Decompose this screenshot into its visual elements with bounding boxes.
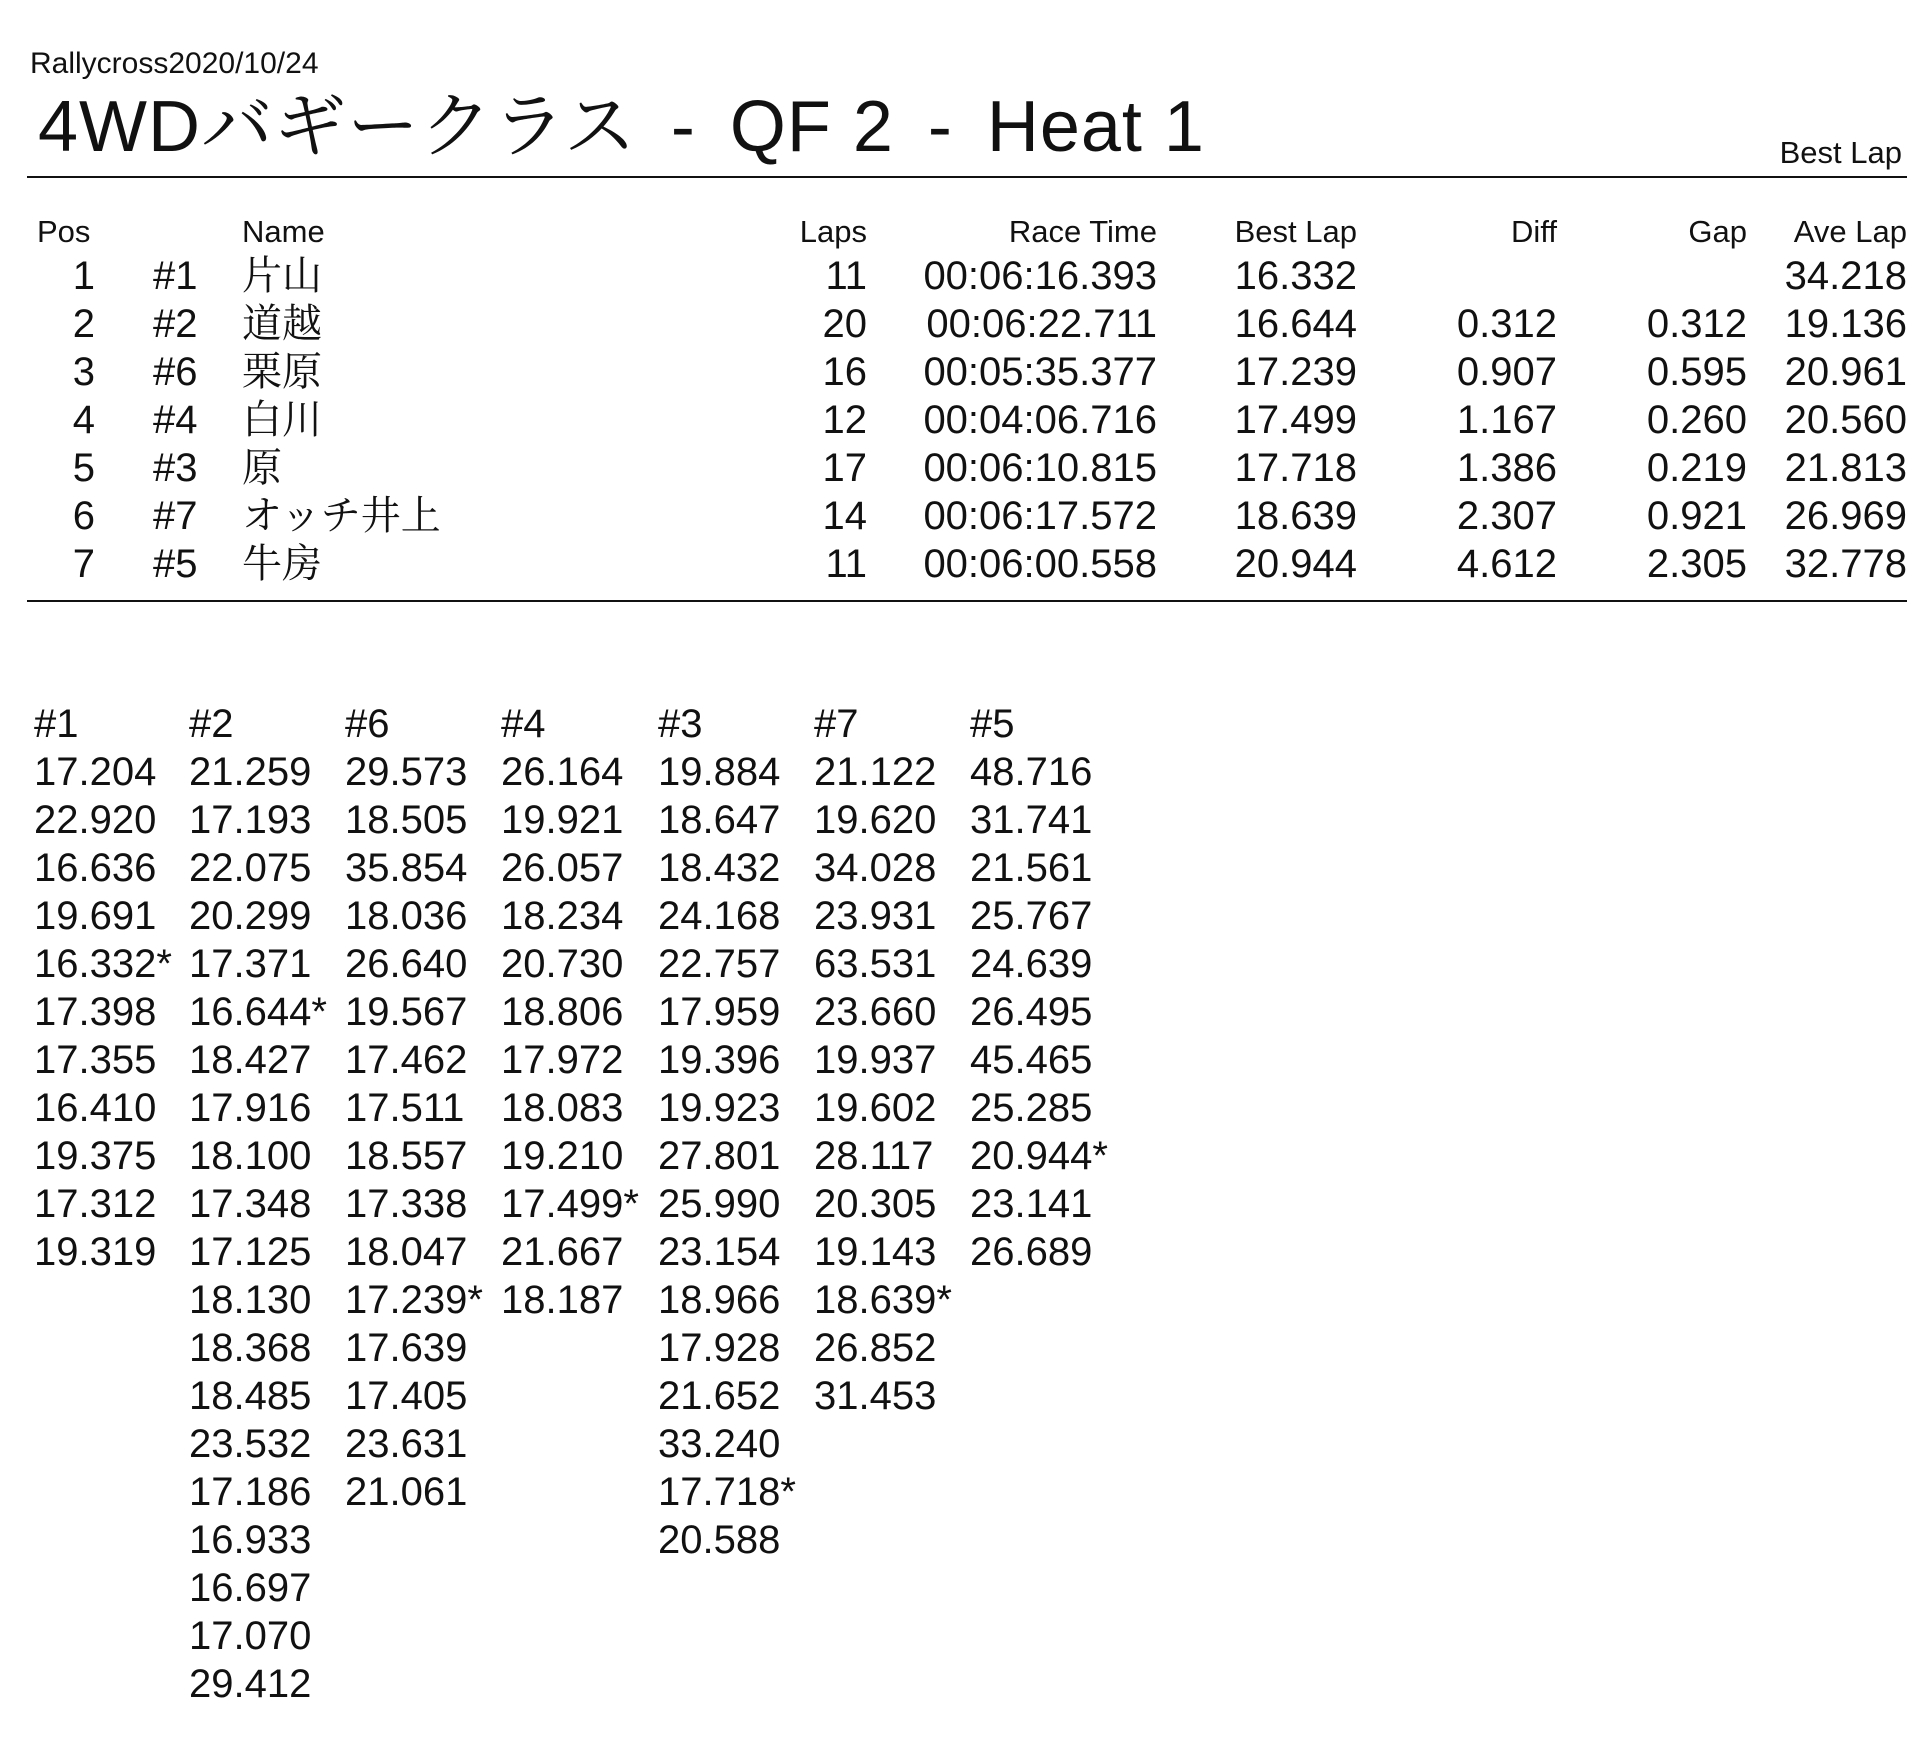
lap-time: 22.757: [658, 942, 781, 986]
lap-time: 22.075: [189, 846, 312, 890]
lap-time: 18.485: [189, 1374, 312, 1418]
driver-name: 原: [242, 446, 282, 490]
best-lap: 16.332: [1234, 254, 1357, 298]
lap-time: 23.931: [814, 894, 937, 938]
page-title: [38, 84, 1205, 170]
lap-time: 34.028: [814, 846, 937, 890]
ave-lap: 26.969: [1784, 494, 1907, 538]
lap-time: 24.639: [970, 942, 1093, 986]
event-name: Rallycross2020/10/24: [30, 47, 319, 80]
lap-time: 17.204: [34, 750, 157, 794]
diff: 1.386: [1456, 446, 1557, 490]
lap-time: 18.639*: [814, 1278, 952, 1322]
race-time: 00:06:00.558: [923, 542, 1157, 586]
car-number: #4: [153, 398, 198, 442]
gap-column-header: Gap: [1688, 214, 1747, 249]
car-number: #1: [153, 254, 198, 298]
driver-name: 白川: [242, 398, 322, 442]
lap-time: 17.239*: [345, 1278, 483, 1322]
lap-time: 17.972: [501, 1038, 624, 1082]
lap-time: 19.937: [814, 1038, 937, 1082]
gap: 0.595: [1646, 350, 1747, 394]
lap-time: 21.561: [970, 846, 1093, 890]
lap-time: 18.966: [658, 1278, 781, 1322]
position: 2: [72, 302, 95, 346]
lap-count: 12: [822, 398, 867, 442]
driver-name: オッチ井上: [242, 494, 441, 538]
lap-column: [189, 700, 369, 1708]
lap-time: 17.928: [658, 1326, 781, 1370]
lap-time: 17.718*: [658, 1470, 796, 1514]
diff: 4.612: [1456, 542, 1557, 586]
position: 4: [72, 398, 95, 442]
bottom-divider: [27, 600, 1907, 602]
lap-time: 20.944*: [970, 1134, 1108, 1178]
lap-count: 11: [825, 542, 867, 586]
lap-time: 17.193: [189, 798, 312, 842]
class-name: 4WDバギークラス: [38, 87, 637, 167]
race-time: 00:05:35.377: [923, 350, 1157, 394]
lap-time: 18.036: [345, 894, 468, 938]
driver-name: 栗原: [242, 350, 322, 394]
lap-column: [501, 700, 681, 1324]
title-separator: -: [670, 87, 696, 167]
table-row: [27, 492, 1907, 540]
lap-time: 18.368: [189, 1326, 312, 1370]
lap-time: 17.125: [189, 1230, 312, 1274]
lap-time: 23.141: [970, 1182, 1093, 1226]
lap-column-header: #2: [189, 702, 234, 746]
title-separator: -: [927, 87, 953, 167]
lap-column-header: #6: [345, 702, 390, 746]
table-row: [27, 444, 1907, 492]
gap: 0.312: [1646, 302, 1747, 346]
heat-name: Heat 1: [986, 87, 1205, 167]
lap-time: 23.631: [345, 1422, 468, 1466]
lap-time: 17.511: [345, 1086, 465, 1130]
diff: 2.307: [1456, 494, 1557, 538]
table-row: [27, 396, 1907, 444]
table-row: [27, 252, 1907, 300]
lap-column: [970, 700, 1150, 1276]
sort-label: Best Lap: [1779, 135, 1902, 170]
lap-column: [345, 700, 525, 1516]
lap-time: 26.164: [501, 750, 624, 794]
lap-count: 11: [825, 254, 867, 298]
car-number: #6: [153, 350, 198, 394]
lap-time: 17.070: [189, 1614, 312, 1658]
ave-lap: 32.778: [1784, 542, 1907, 586]
race-time: 00:06:22.711: [926, 302, 1157, 346]
lap-time: 25.285: [970, 1086, 1093, 1130]
lap-time: 16.644*: [189, 990, 327, 1034]
lap-time: 27.801: [658, 1134, 781, 1178]
lap-column: [814, 700, 994, 1420]
best-lap: 20.944: [1234, 542, 1357, 586]
lap-count: 16: [822, 350, 867, 394]
table-row: [27, 300, 1907, 348]
lap-time: 35.854: [345, 846, 468, 890]
lap-count: 20: [822, 302, 867, 346]
lap-time: 18.432: [658, 846, 781, 890]
top-divider: [27, 176, 1907, 178]
lap-time: 26.057: [501, 846, 624, 890]
results-body: [27, 252, 1907, 588]
lap-time: 19.143: [814, 1230, 937, 1274]
position: 3: [72, 350, 95, 394]
lap-time: 18.647: [658, 798, 781, 842]
lap-time: 16.332*: [34, 942, 172, 986]
lap-time: 17.338: [345, 1182, 468, 1226]
lap-time: 16.636: [34, 846, 157, 890]
lap-time: 21.122: [814, 750, 937, 794]
best-lap-column-header: Best Lap: [1234, 214, 1357, 249]
lap-time: 26.495: [970, 990, 1093, 1034]
lap-column-header: #1: [34, 702, 79, 746]
diff: 0.312: [1456, 302, 1557, 346]
car-number: #5: [153, 542, 198, 586]
lap-time: 21.667: [501, 1230, 624, 1274]
lap-time: 18.505: [345, 798, 468, 842]
position: 6: [72, 494, 95, 538]
lap-time: 26.689: [970, 1230, 1093, 1274]
lap-column-header: #3: [658, 702, 703, 746]
lap-time: 18.047: [345, 1230, 468, 1274]
lap-column-header: #7: [814, 702, 859, 746]
diff-column-header: Diff: [1511, 214, 1557, 249]
round-name: QF 2: [729, 87, 894, 167]
pos-column-header: Pos: [37, 214, 91, 249]
position: 1: [72, 254, 95, 298]
lap-time: 33.240: [658, 1422, 781, 1466]
best-lap: 17.499: [1234, 398, 1357, 442]
lap-time: 19.319: [34, 1230, 157, 1274]
table-row: [27, 348, 1907, 396]
race-time: 00:06:10.815: [923, 446, 1157, 490]
lap-time: 18.427: [189, 1038, 312, 1082]
position: 7: [72, 542, 95, 586]
lap-time: 17.959: [658, 990, 781, 1034]
lap-time: 19.375: [34, 1134, 157, 1178]
lap-time: 19.884: [658, 750, 781, 794]
car-number: #7: [153, 494, 198, 538]
lap-time: 19.567: [345, 990, 468, 1034]
lap-time: 18.187: [501, 1278, 624, 1322]
car-number: #3: [153, 446, 198, 490]
lap-time: 17.312: [34, 1182, 157, 1226]
lap-time: 45.465: [970, 1038, 1093, 1082]
lap-time: 17.499*: [501, 1182, 639, 1226]
race-time: 00:06:17.572: [923, 494, 1157, 538]
lap-times-section: [34, 700, 1334, 1720]
lap-time: 16.410: [34, 1086, 157, 1130]
lap-time: 18.083: [501, 1086, 624, 1130]
ave-lap: 19.136: [1784, 302, 1907, 346]
race-time: 00:04:06.716: [923, 398, 1157, 442]
lap-time: 26.852: [814, 1326, 937, 1370]
lap-time: 16.933: [189, 1518, 312, 1562]
driver-name: 道越: [242, 302, 322, 346]
lap-time: 29.573: [345, 750, 468, 794]
lap-time: 17.371: [189, 942, 312, 986]
lap-time: 17.355: [34, 1038, 157, 1082]
lap-column: [658, 700, 838, 1564]
position: 5: [72, 446, 95, 490]
diff: 1.167: [1456, 398, 1557, 442]
ave-lap: 20.961: [1784, 350, 1907, 394]
ave-lap: 20.560: [1784, 398, 1907, 442]
lap-time: 18.100: [189, 1134, 312, 1178]
lap-time: 23.532: [189, 1422, 312, 1466]
lap-time: 19.620: [814, 798, 937, 842]
lap-time: 28.117: [814, 1134, 934, 1178]
gap: 0.219: [1646, 446, 1747, 490]
lap-time: 19.602: [814, 1086, 937, 1130]
lap-time: 21.259: [189, 750, 312, 794]
lap-time: 18.234: [501, 894, 624, 938]
driver-name: 片山: [242, 254, 322, 298]
lap-time: 20.730: [501, 942, 624, 986]
lap-time: 24.168: [658, 894, 781, 938]
lap-time: 26.640: [345, 942, 468, 986]
lap-time: 23.154: [658, 1230, 781, 1274]
lap-count: 17: [822, 446, 867, 490]
lap-time: 17.348: [189, 1182, 312, 1226]
gap: 2.305: [1646, 542, 1747, 586]
ave-lap: 21.813: [1784, 446, 1907, 490]
lap-time: 48.716: [970, 750, 1093, 794]
lap-time: 17.916: [189, 1086, 312, 1130]
lap-time: 18.130: [189, 1278, 312, 1322]
lap-time: 19.691: [34, 894, 157, 938]
lap-time: 19.210: [501, 1134, 624, 1178]
lap-time: 17.639: [345, 1326, 468, 1370]
car-number: #2: [153, 302, 198, 346]
lap-column-header: #5: [970, 702, 1015, 746]
lap-time: 25.990: [658, 1182, 781, 1226]
lap-time: 63.531: [814, 942, 937, 986]
lap-time: 25.767: [970, 894, 1093, 938]
race-time: 00:06:16.393: [923, 254, 1157, 298]
lap-time: 18.806: [501, 990, 624, 1034]
driver-name: 牛房: [242, 542, 322, 586]
lap-count: 14: [822, 494, 867, 538]
lap-time: 29.412: [189, 1662, 312, 1706]
lap-time: 20.588: [658, 1518, 781, 1562]
lap-time: 20.299: [189, 894, 312, 938]
lap-time: 17.186: [189, 1470, 312, 1514]
lap-time: 21.061: [345, 1470, 468, 1514]
lap-time: 20.305: [814, 1182, 937, 1226]
lap-time: 17.462: [345, 1038, 468, 1082]
lap-time: 19.396: [658, 1038, 781, 1082]
best-lap: 17.718: [1234, 446, 1357, 490]
lap-time: 17.398: [34, 990, 157, 1034]
lap-time: 18.557: [345, 1134, 468, 1178]
table-row: [27, 540, 1907, 588]
gap: 0.260: [1646, 398, 1747, 442]
results-header-row: [27, 212, 1907, 252]
lap-time: 17.405: [345, 1374, 468, 1418]
lap-time: 31.453: [814, 1374, 937, 1418]
best-lap: 16.644: [1234, 302, 1357, 346]
race-time-column-header: Race Time: [1008, 214, 1157, 249]
results-table: [27, 212, 1907, 588]
lap-column: [34, 700, 214, 1276]
lap-time: 19.923: [658, 1086, 781, 1130]
lap-time: 31.741: [970, 798, 1093, 842]
lap-time: 21.652: [658, 1374, 781, 1418]
ave-lap-column-header: Ave Lap: [1793, 214, 1907, 249]
laps-column-header: Laps: [799, 214, 867, 249]
best-lap: 17.239: [1234, 350, 1357, 394]
lap-column-header: #4: [501, 702, 546, 746]
lap-time: 16.697: [189, 1566, 312, 1610]
gap: 0.921: [1646, 494, 1747, 538]
lap-time: 19.921: [501, 798, 624, 842]
lap-time: 22.920: [34, 798, 157, 842]
best-lap: 18.639: [1234, 494, 1357, 538]
ave-lap: 34.218: [1784, 254, 1907, 298]
name-column-header: Name: [242, 214, 325, 249]
lap-time: 23.660: [814, 990, 937, 1034]
diff: 0.907: [1456, 350, 1557, 394]
